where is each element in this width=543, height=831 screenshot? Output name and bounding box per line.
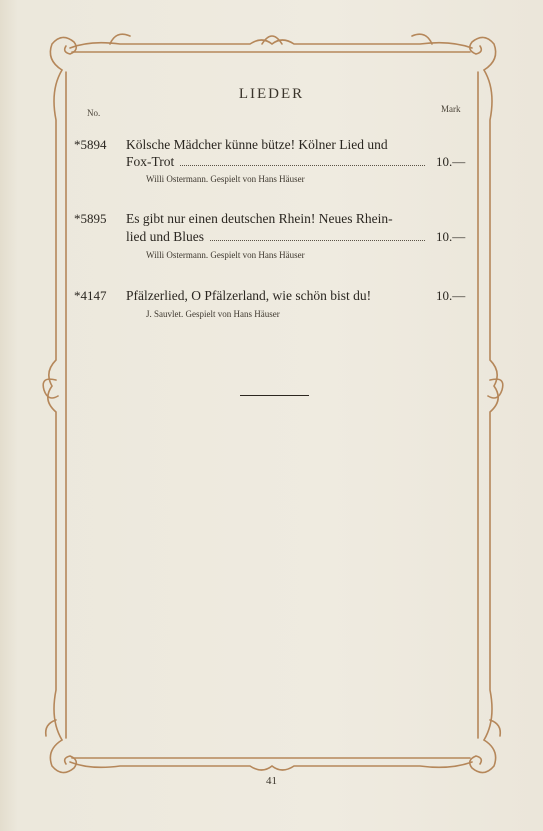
- column-header-number: No.: [87, 108, 101, 118]
- dot-leader: [210, 229, 425, 241]
- column-header-mark: Mark: [441, 104, 461, 114]
- price: 10.—: [436, 229, 466, 244]
- catalog-number: *5894: [74, 137, 107, 152]
- page-title: LIEDER: [238, 86, 305, 102]
- price: 10.—: [436, 288, 466, 303]
- song-title-line-2: lied und Blues: [126, 229, 204, 244]
- credit-line: Willi Ostermann. Gespielt von Hans Häuser: [146, 250, 305, 260]
- catalog-number: *4147: [74, 288, 107, 303]
- credit-line: J. Sauvlet. Gespielt von Hans Häuser: [146, 309, 280, 319]
- page-number: 41: [266, 775, 277, 787]
- section-divider: [240, 395, 309, 396]
- price: 10.—: [436, 154, 466, 169]
- song-title-line-2-row: [126, 229, 431, 245]
- song-title-line-1: Pfälzerlied, O Pfälzerland, wie schön bist du!: [126, 288, 372, 303]
- song-title-line-1: Es gibt nur einen deutschen Rhein! Neues Rhein-: [126, 211, 393, 226]
- credit-line: Willi Ostermann. Gespielt von Hans Häuser: [146, 174, 305, 184]
- song-title-line-1: Kölsche Mädcher künne bütze! Kölner Lied und: [126, 137, 388, 152]
- catalog-number: *5895: [74, 211, 107, 226]
- dot-leader: [180, 154, 425, 166]
- song-title-line-2: Fox-Trot: [126, 154, 175, 169]
- song-title-line-2-row: [126, 154, 431, 170]
